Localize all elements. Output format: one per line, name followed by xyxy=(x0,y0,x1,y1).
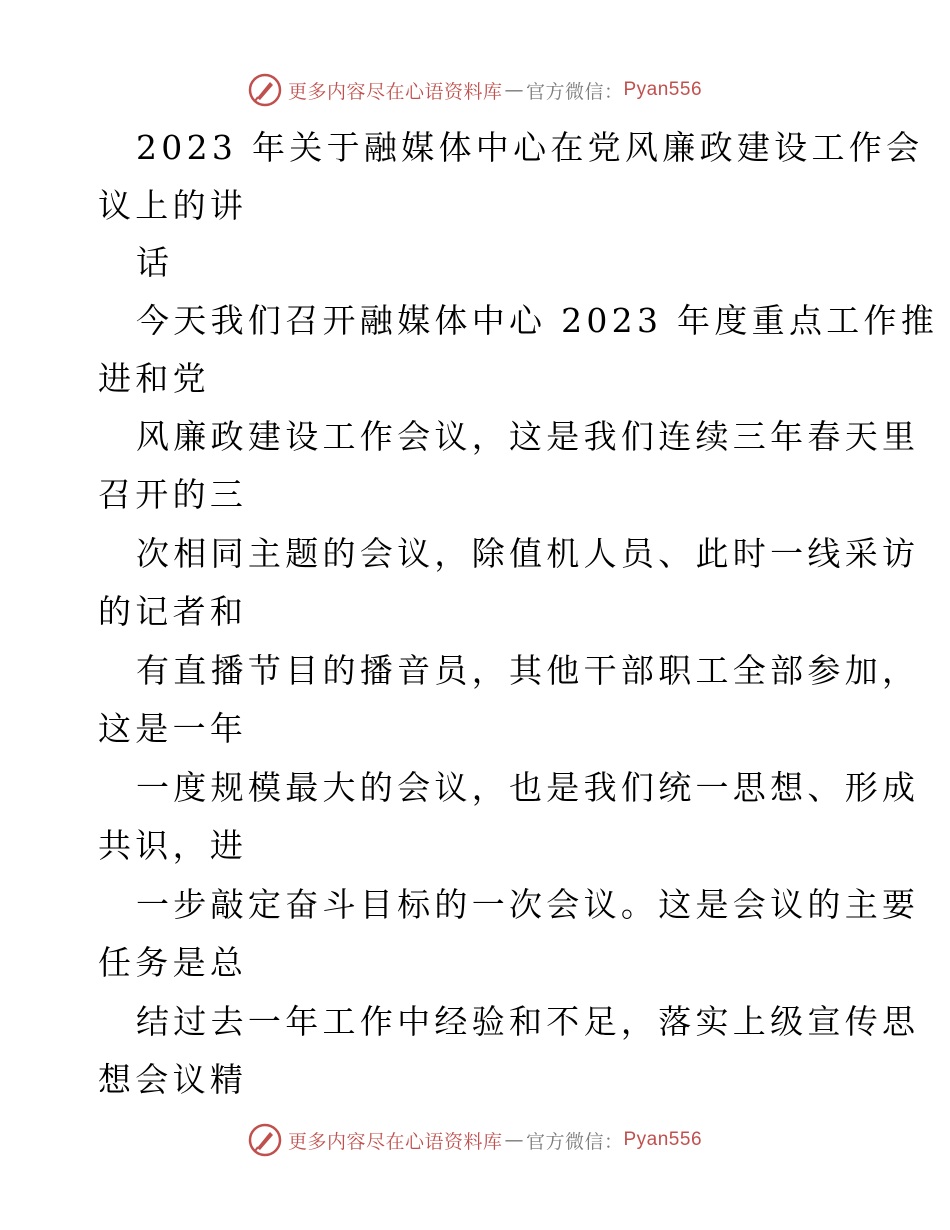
paragraph-line: 召开的三 xyxy=(98,475,248,514)
paragraph-line: 风廉政建设工作会议，这是我们连续三年春天里 xyxy=(136,417,920,456)
watermark-official-label: 官方微信： xyxy=(525,1130,624,1153)
watermark-wechat-id: Pyan556 xyxy=(623,79,703,100)
paragraph-line: 一步敲定奋斗目标的一次会议。这是会议的主要 xyxy=(136,885,920,924)
paragraph-line: 这是一年 xyxy=(98,709,248,748)
watermark-main-text: 更多内容尽在心语资料库 xyxy=(287,80,503,103)
paragraph-line: 想会议精 xyxy=(98,1060,248,1099)
watermark-separator: — xyxy=(504,1129,524,1151)
paragraph-line: 有直播节目的播音员，其他干部职工全部参加， xyxy=(136,651,920,690)
paragraph-line: 今天我们召开融媒体中心 2023 年度重点工作推 xyxy=(136,301,939,340)
watermark-wechat-id: Pyan556 xyxy=(623,1129,703,1150)
watermark-main-text: 更多内容尽在心语资料库 xyxy=(287,1130,503,1153)
paragraph-line: 的记者和 xyxy=(98,592,248,631)
paragraph-line: 任务是总 xyxy=(98,943,248,982)
quill-pen-icon xyxy=(248,1123,282,1157)
title-line: 2023 年关于融媒体中心在党风廉政建设工作会 xyxy=(136,128,924,167)
paragraph-line: 结过去一年工作中经验和不足，落实上级宣传思 xyxy=(136,1002,920,1041)
watermark-official-label: 官方微信： xyxy=(525,80,624,103)
paragraph-line: 一度规模最大的会议，也是我们统一思想、形成 xyxy=(136,768,920,807)
paragraph-line: 进和党 xyxy=(98,359,210,398)
watermark-separator: — xyxy=(504,79,524,101)
title-line: 话 xyxy=(136,243,174,282)
paragraph-line: 共识，进 xyxy=(98,826,248,865)
paragraph-line: 次相同主题的会议，除值机人员、此时一线采访 xyxy=(136,534,920,573)
title-line: 议上的讲 xyxy=(98,186,248,225)
footer-watermark xyxy=(0,1120,950,1160)
